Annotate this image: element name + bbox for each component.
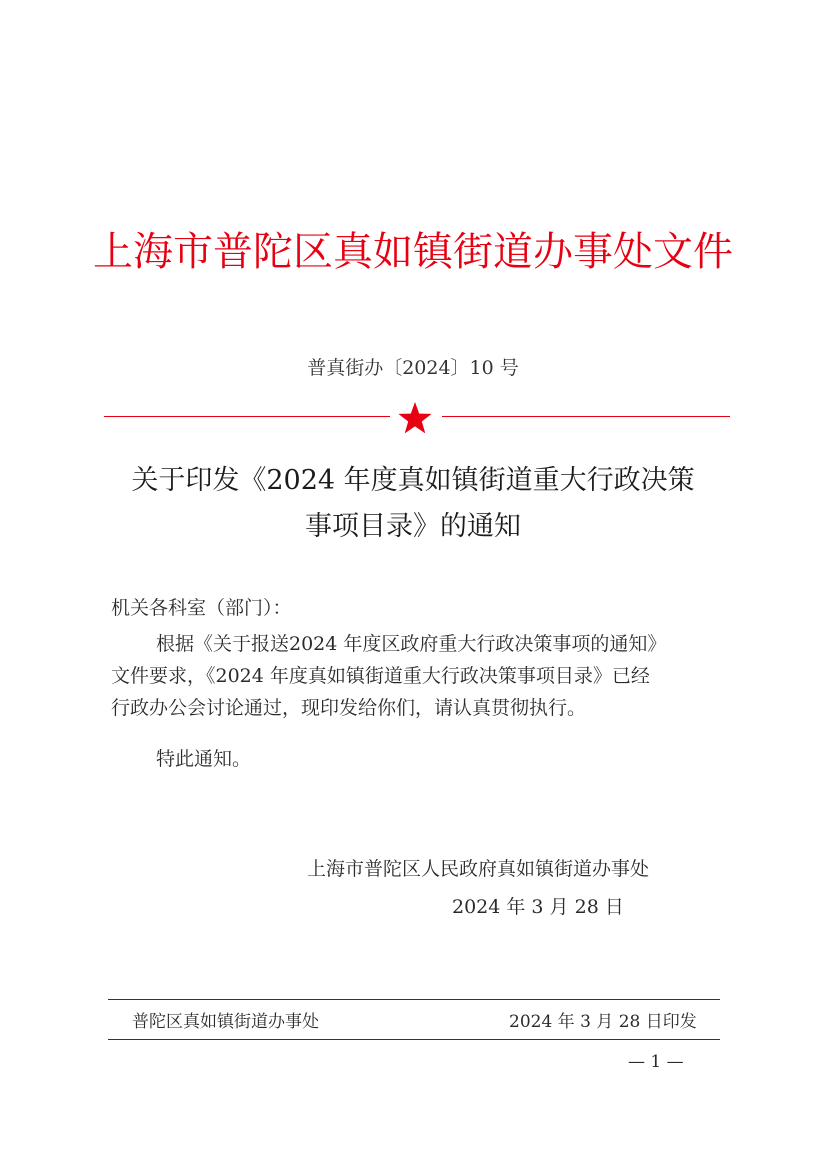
footer-divider-top bbox=[108, 999, 720, 1000]
body-line-1: 根据《关于报送2024 年度区政府重大行政决策事项的通知》 bbox=[156, 633, 667, 655]
signer-organization: 上海市普陀区人民政府真如镇街道办事处 bbox=[307, 858, 650, 880]
salutation: 机关各科室（部门）： bbox=[111, 597, 292, 619]
header-divider-right bbox=[442, 416, 730, 417]
signing-date: 2024 年 3 月 28 日 bbox=[452, 896, 624, 918]
header-divider-left bbox=[104, 416, 390, 417]
document-number: 普真街办〔2024〕10 号 bbox=[307, 357, 519, 379]
body-line-2: 文件要求，《2024 年度真如镇街道重大行政决策事项目录》已经 bbox=[111, 665, 650, 687]
page-number: — 1 — bbox=[628, 1052, 684, 1072]
red-star-icon bbox=[397, 401, 433, 435]
footer-issuer: 普陀区真如镇街道办事处 bbox=[132, 1012, 319, 1032]
footer-issue-date: 2024 年 3 月 28 日印发 bbox=[509, 1012, 697, 1032]
notice-title-line-1: 关于印发《2024 年度真如镇街道重大行政决策 bbox=[131, 465, 695, 496]
footer-divider-bottom bbox=[108, 1039, 720, 1040]
notice-title bbox=[100, 458, 726, 550]
document-header-title: 上海市普陀区真如镇街道办事处文件 bbox=[93, 229, 733, 275]
body-paragraph bbox=[111, 628, 721, 724]
body-line-3: 行政办公会讨论通过，现印发给你们，请认真贯彻执行。 bbox=[111, 697, 587, 719]
notice-title-line-2: 事项目录》的通知 bbox=[305, 511, 521, 542]
closing-phrase: 特此通知。 bbox=[156, 748, 252, 770]
